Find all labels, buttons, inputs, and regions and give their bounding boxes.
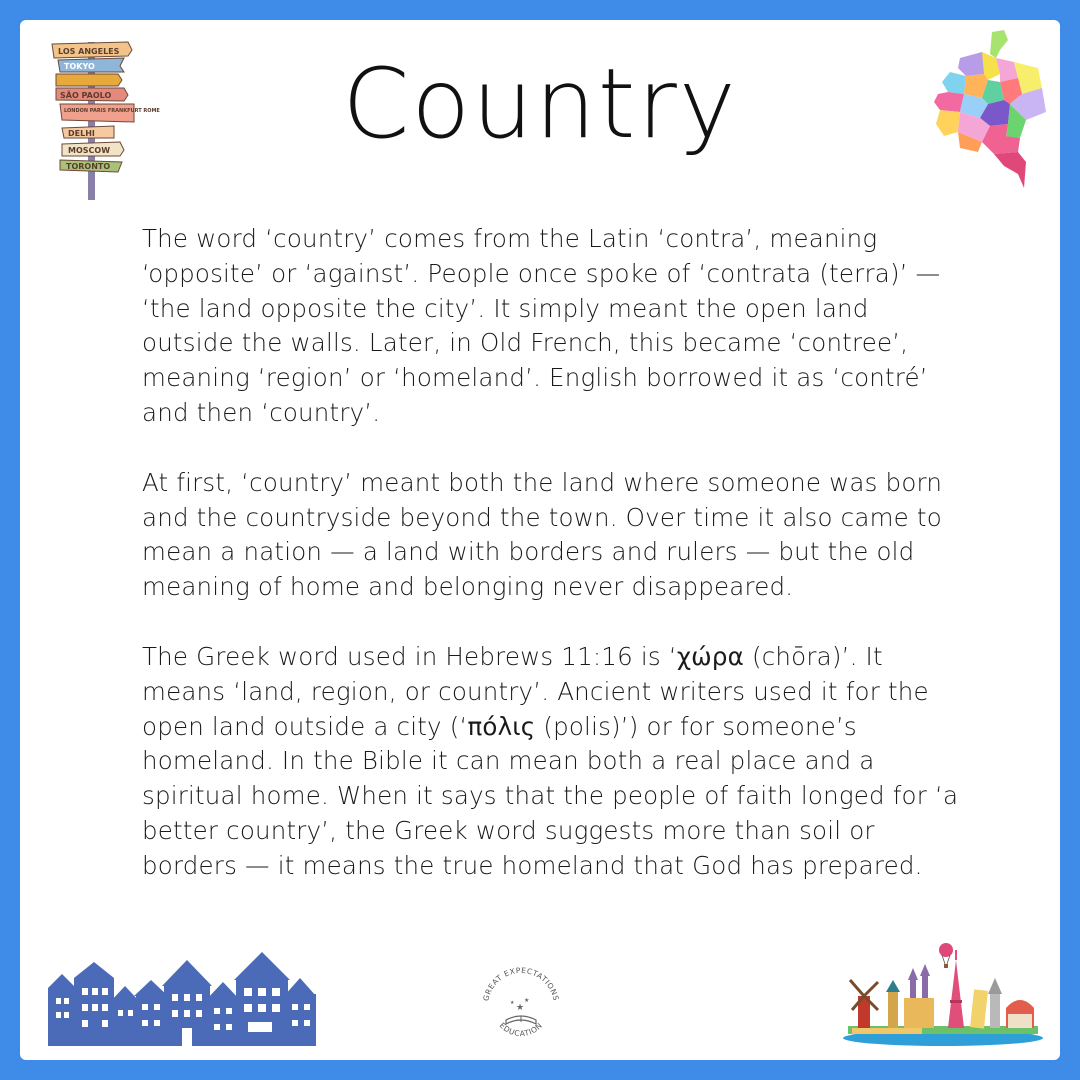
paragraph-greek <box>142 640 962 884</box>
paragraph-greek-part3: (polis)’) or for someone’s homeland. In the Bible it can mean both a real place and a spiritual home. When it says that the people of faith longed for ‘a better country’, the Greek word suggests more than soil or borders — it means the true homeland that God has prepared. <box>142 711 959 880</box>
logo-bottom-text: EDUCATION <box>497 1020 545 1039</box>
greek-word-polis: πόλις <box>467 711 536 741</box>
svg-text:EDUCATION <box>498 1021 545 1038</box>
paragraph-greek-part1: The Greek word used in Hebrews 11:16 is ‘ <box>142 641 677 671</box>
svg-text:★: ★ <box>524 997 530 1004</box>
greek-word-chora: χώρα <box>676 641 744 671</box>
world-landmarks-icon <box>838 940 1048 1052</box>
paragraph-greek-part2: (chōra)’. It means ‘land, region, or country’. Ancient writers used it for the open land outside a city (‘ <box>142 641 929 741</box>
paragraph-etymology: The word ‘country’ comes from the Latin ‘contra’, meaning ‘opposite’ or ‘against’. People once spoke of ‘contrata (terra)’ — ‘the land opposite the city’. It simply meant the open land outside the walls. Later, in Old French, this became ‘contree’, meaning ‘region’ or ‘homeland’. English borrowed it as ‘contré’ and then ‘country’. <box>142 224 941 427</box>
sign-los-angeles: LOS ANGELES <box>58 47 120 56</box>
sign-sao-paolo: SÃO PAOLO <box>60 91 112 100</box>
paragraph-meaning: At first, ‘country’ meant both the land where someone was born and the countryside beyond the town. Over time it also came to mean a nation — a land with borders and rulers — but the old meaning of home and belonging never disappeared. <box>142 467 943 602</box>
logo-top-text: GREAT EXPECTATIONS <box>481 965 561 1002</box>
sign-moscow: MOSCOW <box>68 146 111 155</box>
great-expectations-logo <box>476 958 566 1048</box>
svg-text:GREAT EXPECTATIONS <box>481 966 560 1002</box>
article-body <box>142 222 962 884</box>
sign-tokyo: TOKYO <box>64 62 95 71</box>
town-houses-icon <box>48 948 316 1046</box>
page-title: Country <box>342 48 738 160</box>
svg-text:★: ★ <box>510 1000 515 1006</box>
sign-toronto: TORONTO <box>66 162 111 171</box>
sign-london-paris: LONDON PARIS FRANKFURT ROME <box>64 108 160 114</box>
svg-text:★: ★ <box>516 1003 525 1013</box>
sign-delhi: DELHI <box>68 129 95 138</box>
